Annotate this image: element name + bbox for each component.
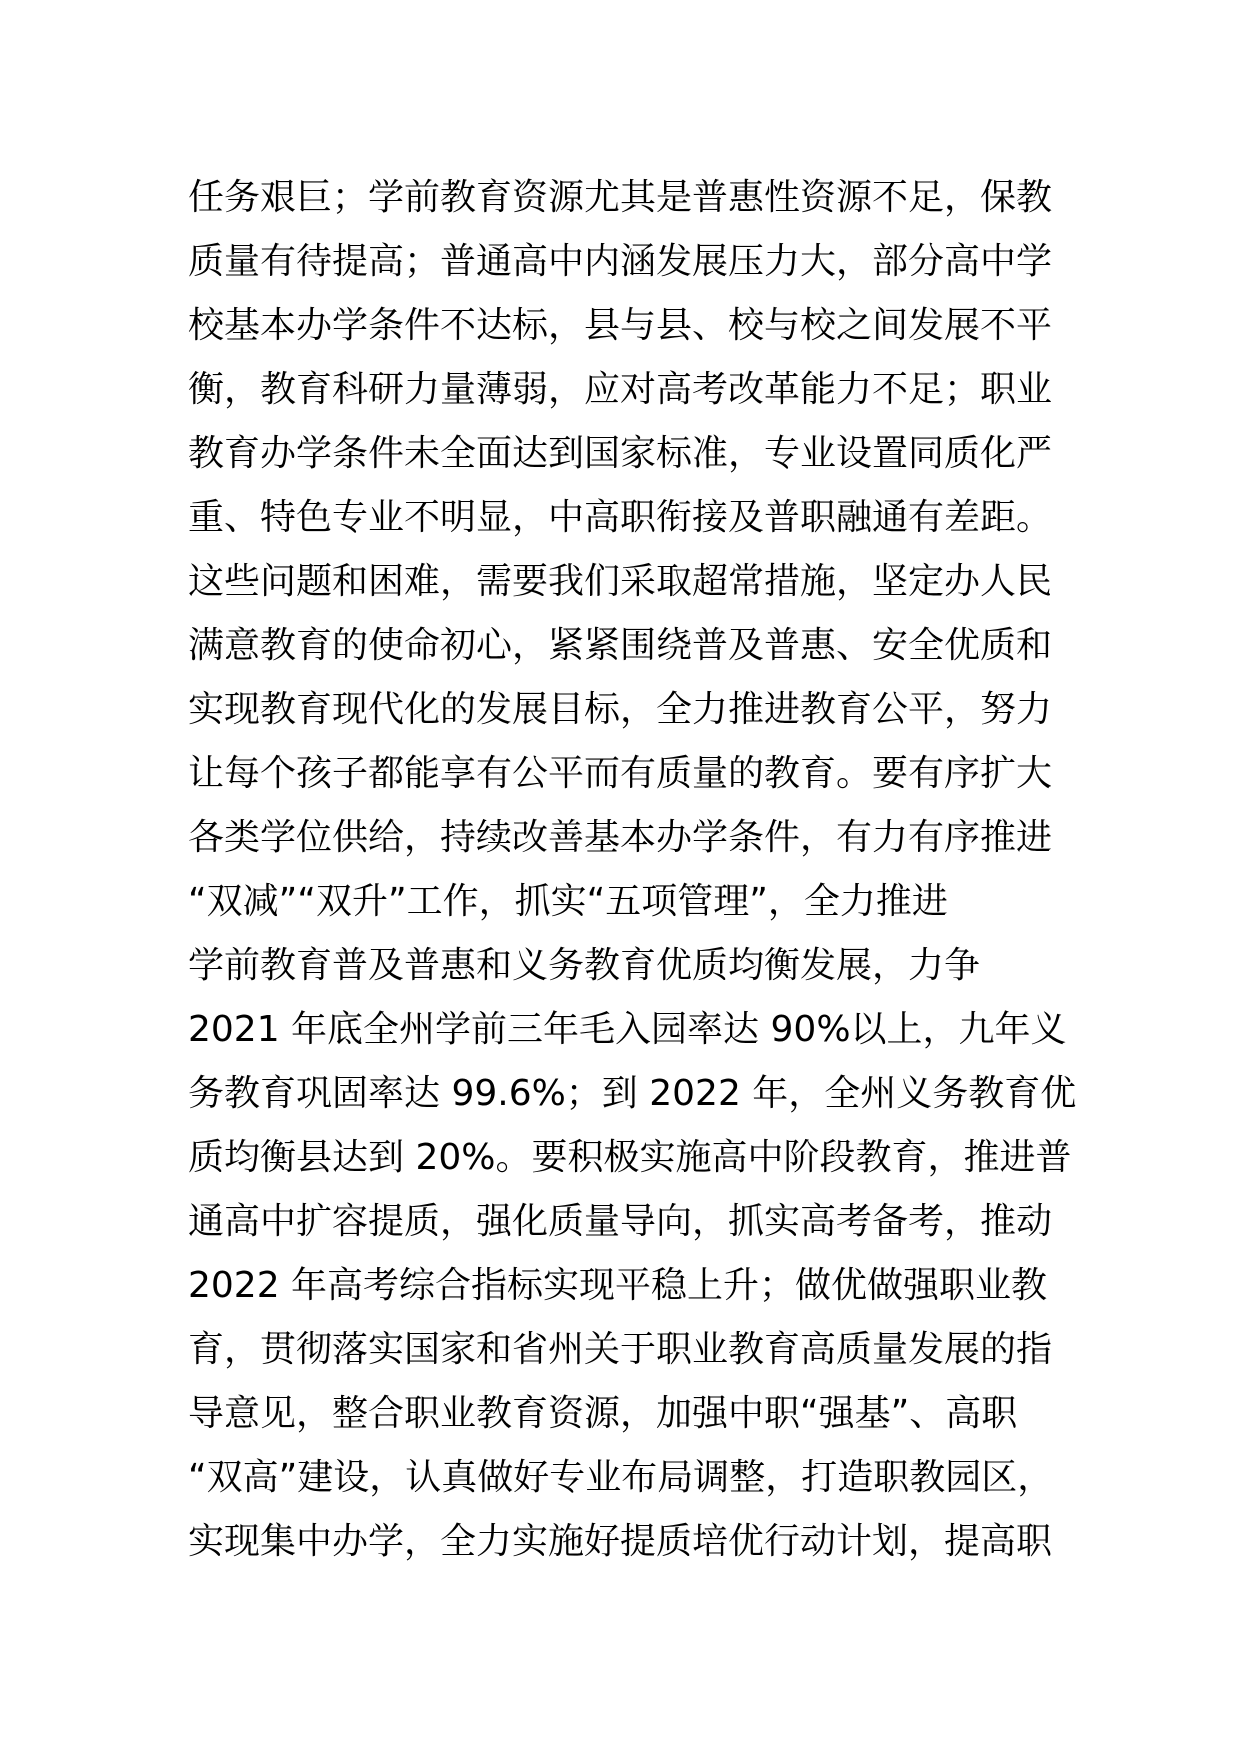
text-line: 满意教育的使命初心，紧紧围绕普及普惠、安全优质和 (188, 625, 1053, 666)
text-line: 让每个孩子都能享有公平而有质量的教育。要有序扩大 (188, 753, 1053, 794)
text-line: 学前教育普及普惠和义务教育优质均衡发展，力争 (188, 945, 981, 986)
text-line: 2022 年高考综合指标实现平稳上升；做优做强职业教 (188, 1265, 1048, 1306)
text-line: 导意见，整合职业教育资源，加强中职“强基”、高职 (188, 1393, 1018, 1434)
text-line: 通高中扩容提质，强化质量导向，抓实高考备考，推动 (188, 1201, 1053, 1242)
text-line: 这些问题和困难，需要我们采取超常措施，坚定办人民 (188, 561, 1053, 602)
text-line: 实现教育现代化的发展目标，全力推进教育公平，努力 (188, 689, 1053, 730)
text-line: 实现集中办学，全力实施好提质培优行动计划，提高职 (188, 1521, 1053, 1562)
text-line: 衡，教育科研力量薄弱，应对高考改革能力不足；职业 (188, 369, 1053, 410)
text-line: 质量有待提高；普通高中内涵发展压力大，部分高中学 (188, 241, 1053, 282)
text-line: 2021 年底全州学前三年毛入园率达 90%以上，九年义 (188, 1009, 1067, 1050)
text-line: 校基本办学条件不达标，县与县、校与校之间发展不平 (188, 305, 1053, 346)
text-line: 任务艰巨；学前教育资源尤其是普惠性资源不足，保教 (188, 177, 1053, 218)
text-line: 质均衡县达到 20%。要积极实施高中阶段教育，推进普 (188, 1137, 1072, 1178)
text-line: 育，贯彻落实国家和省州关于职业教育高质量发展的指 (188, 1329, 1053, 1370)
body-text (188, 166, 1088, 1574)
text-line: 各类学位供给，持续改善基本办学条件，有力有序推进 (188, 817, 1053, 858)
text-line: 务教育巩固率达 99.6%；到 2022 年，全州义务教育优 (188, 1073, 1077, 1114)
text-line: “双高”建设，认真做好专业布局调整，打造职教园区， (188, 1457, 1054, 1498)
text-line: 重、特色专业不明显，中高职衔接及普职融通有差距。 (188, 497, 1053, 538)
text-line: 教育办学条件未全面达到国家标准，专业设置同质化严 (188, 433, 1053, 474)
text-line: “双减”“双升”工作，抓实“五项管理”，全力推进 (188, 881, 948, 922)
